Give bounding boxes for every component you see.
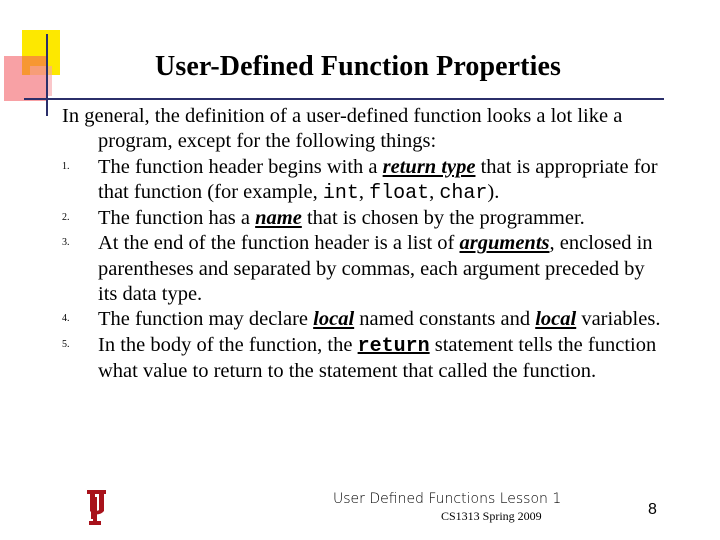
item-text: The function may declare (98, 308, 314, 331)
item-text: variables. (576, 308, 661, 331)
list-number: 1. (62, 160, 70, 172)
list-number: 3. (62, 237, 70, 249)
code-int: int (322, 181, 359, 205)
item-text: The function header begins with a (98, 155, 383, 178)
keyword-arguments: arguments (459, 232, 550, 255)
slide-title: User-Defined Function Properties (155, 51, 562, 82)
keyword-local: local (313, 308, 355, 331)
list-item-3 (62, 231, 667, 307)
item-text: In the body of the function, the (98, 333, 358, 356)
intro-paragraph: In general, the definition of a user-defined function looks a lot like a program, except for the following things: (62, 105, 623, 153)
item-text: named constants and (354, 308, 536, 331)
code-char: char (439, 181, 488, 205)
list-number: 5. (62, 338, 70, 350)
item-text: statement tells the function what value to return to the statement that called the function. (98, 333, 657, 382)
keyword-local: local (535, 308, 577, 331)
title-underline-rule (24, 98, 664, 100)
item-text: that is chosen by the programmer. (301, 207, 585, 230)
slide-body (62, 104, 667, 384)
ou-logo-icon (80, 489, 114, 529)
decor-vertical-rule (46, 34, 48, 116)
keyword-name: name (255, 207, 302, 230)
footer-lesson: User Defined Functions Lesson 1 (333, 491, 562, 507)
list-number: 2. (62, 212, 70, 224)
item-text: The function has a (98, 207, 256, 230)
list-item-2 (62, 206, 667, 231)
footer-course: CS1313 Spring 2009 (441, 509, 542, 523)
code-return: return (357, 334, 430, 358)
keyword-return-type: return type (382, 155, 476, 178)
list-item-5 (62, 333, 667, 385)
item-text: that is appropriate for that function (for example, (98, 155, 658, 203)
item-text: , (358, 180, 370, 203)
page-number: 8 (648, 501, 657, 518)
code-float: float (369, 181, 430, 205)
list-item-4 (62, 307, 667, 332)
item-text: ). (487, 180, 500, 203)
item-text: At the end of the function header is a list of (98, 232, 460, 255)
decor-pink-square (30, 66, 52, 96)
item-text: , enclosed in parentheses and separated by commas, each argument preceded by its data type. (98, 232, 653, 306)
list-number: 4. (62, 313, 70, 325)
item-text: , (429, 180, 440, 203)
list-item-1 (62, 155, 667, 207)
